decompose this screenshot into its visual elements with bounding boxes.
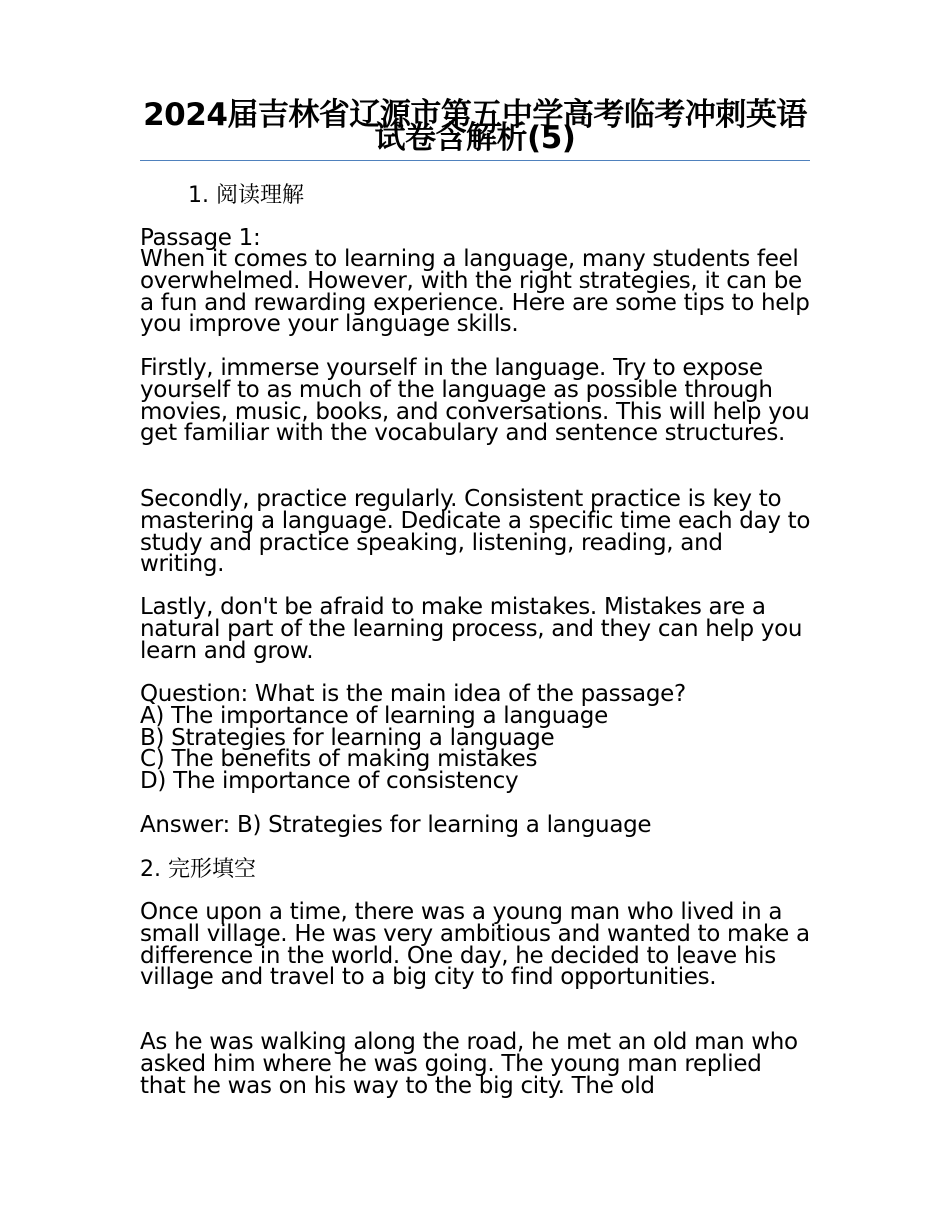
- question-option: C) The benefits of making mistakes: [140, 746, 538, 773]
- passage-label: Passage 1:: [140, 225, 261, 251]
- paragraph: Firstly, immerse yourself in the language. Try to expose yourself to as much of the language as possible through movies, music, books, and conversations. This will help you get familiar with the vocabulary and sentence structures.: [140, 355, 810, 447]
- paragraph: As he was walking along the road, he met an old man who asked him where he was going. The young man replied that he was on his way to the big city. The old: [140, 1029, 798, 1099]
- section-heading-reading: 1. 阅读理解: [188, 183, 304, 208]
- title-divider: [140, 160, 810, 161]
- paragraph: When it comes to learning a language, many students feel overwhelmed. However, with the right strategies, it can be a fun and rewarding experience. Here are some tips to help you improve your language skills.: [140, 246, 810, 338]
- question-prompt: Question: What is the main idea of the passage?: [140, 681, 686, 707]
- question-option: D) The importance of consistency: [140, 768, 519, 795]
- document-title: 2024届吉林省辽源市第五中学高考临考冲刺英语试卷含解析(5): [143, 97, 807, 156]
- paragraph: Secondly, practice regularly. Consistent practice is key to mastering a language. Dedicate a specific time each day to study and practice speaking, listening, reading, and writing.: [140, 486, 811, 578]
- section-heading-cloze: 2. 完形填空: [140, 857, 256, 882]
- question-option: A) The importance of learning a language: [140, 702, 608, 729]
- paragraph: Once upon a time, there was a young man who lived in a small village. He was very ambitious and wanted to make a difference in the world. One day, he decided to leave his village and travel to a big city to find opportunities.: [140, 899, 810, 991]
- paragraph: Lastly, don't be afraid to make mistakes. Mistakes are a natural part of the learning process, and they can help you learn and grow.: [140, 594, 803, 664]
- question-block: [140, 681, 812, 795]
- question-option: B) Strategies for learning a language: [140, 724, 555, 751]
- answer-line: Answer: B) Strategies for learning a language: [140, 812, 652, 838]
